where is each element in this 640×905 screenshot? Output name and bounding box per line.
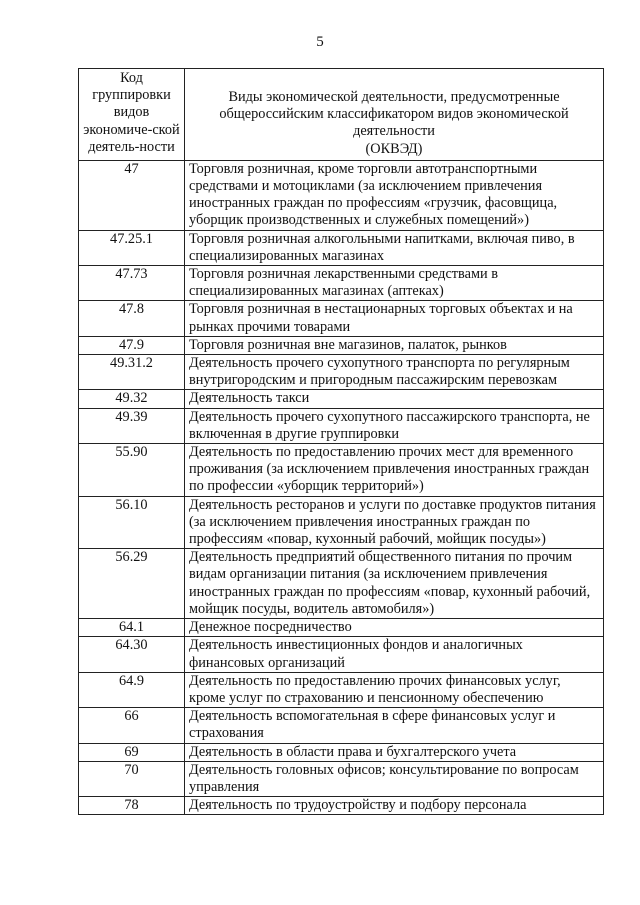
table-row (79, 797, 604, 815)
row-code: 64.30 (79, 637, 185, 672)
row-code: 56.29 (79, 549, 185, 619)
row-code: 66 (79, 708, 185, 743)
table-row (79, 266, 604, 301)
row-description: Торговля розничная в нестационарных торговых объектах и на рынках прочими товарами (185, 301, 604, 336)
table-row (79, 496, 604, 549)
header-description (185, 69, 604, 161)
row-description: Торговля розничная лекарственными средствами в специализированных магазинах (аптеках) (185, 266, 604, 301)
row-description: Деятельность ресторанов и услуги по доставке продуктов питания (за исключением привлечения иностранных граждан по профессиям «повар, кухонный рабочий, мойщик посуды») (185, 496, 604, 549)
page-number: 5 (316, 34, 324, 50)
row-code: 70 (79, 761, 185, 796)
table-row (79, 708, 604, 743)
row-code: 47.73 (79, 266, 185, 301)
row-description: Деятельность головных офисов; консультирование по вопросам управления (185, 761, 604, 796)
row-code: 69 (79, 743, 185, 761)
table-row (79, 619, 604, 637)
table-row (79, 336, 604, 354)
table-row (79, 549, 604, 619)
row-description: Деятельность прочего сухопутного транспорта по регулярным внутригородским и пригородным пассажирским перевозкам (185, 355, 604, 390)
row-code: 47.8 (79, 301, 185, 336)
table-row (79, 355, 604, 390)
row-description: Деятельность прочего сухопутного пассажирского транспорта, не включенная в другие группировки (185, 408, 604, 443)
row-description: Торговля розничная вне магазинов, палаток, рынков (185, 336, 604, 354)
table-row (79, 637, 604, 672)
table-header-row (79, 69, 604, 161)
row-description: Торговля розничная алкогольными напитками, включая пиво, в специализированных магазинах (185, 230, 604, 265)
row-description: Деятельность такси (185, 390, 604, 408)
row-code: 49.32 (79, 390, 185, 408)
table-row (79, 230, 604, 265)
row-code: 56.10 (79, 496, 185, 549)
okved-table (78, 68, 604, 815)
row-description: Деятельность по предоставлению прочих финансовых услуг, кроме услуг по страхованию и пенсионному обеспечению (185, 672, 604, 707)
table-row (79, 408, 604, 443)
row-code: 55.90 (79, 444, 185, 497)
row-code: 64.9 (79, 672, 185, 707)
header-description-title: Виды экономической деятельности, предусмотренные общероссийским классификатором видов экономической деятельности (219, 89, 569, 140)
table-row (79, 160, 604, 230)
row-code: 78 (79, 797, 185, 815)
table-row (79, 444, 604, 497)
row-code: 64.1 (79, 619, 185, 637)
row-description: Деятельность по предоставлению прочих мест для временного проживания (за исключением привлечения иностранных граждан по профессии «уборщик территорий») (185, 444, 604, 497)
table-row (79, 672, 604, 707)
row-code: 47.9 (79, 336, 185, 354)
row-code: 47.25.1 (79, 230, 185, 265)
row-description: Деятельность инвестиционных фондов и аналогичных финансовых организаций (185, 637, 604, 672)
table-row (79, 743, 604, 761)
row-code: 49.31.2 (79, 355, 185, 390)
row-description: Деятельность вспомогательная в сфере финансовых услуг и страхования (185, 708, 604, 743)
row-description: Деятельность предприятий общественного питания по прочим видам организации питания (за исключением привлечения иностранных граждан по профессиям «повар, кухонный рабочий, мойщик посуды, водитель автомобиля») (185, 549, 604, 619)
header-code: Код группировки видов экономиче-ской деятель-ности (79, 69, 185, 161)
row-description: Деятельность в области права и бухгалтерского учета (185, 743, 604, 761)
row-code: 49.39 (79, 408, 185, 443)
row-description: Торговля розничная, кроме торговли автотранспортными средствами и мотоциклами (за исключением привлечения иностранных граждан по профессиям «грузчик, фасовщица, уборщик производственных и служебных помещений») (185, 160, 604, 230)
row-description: Денежное посредничество (185, 619, 604, 637)
row-code: 47 (79, 160, 185, 230)
table-row (79, 761, 604, 796)
table-row (79, 301, 604, 336)
table-row (79, 390, 604, 408)
row-description: Деятельность по трудоустройству и подбору персонала (185, 797, 604, 815)
header-description-abbr: (ОКВЭД) (365, 140, 423, 157)
